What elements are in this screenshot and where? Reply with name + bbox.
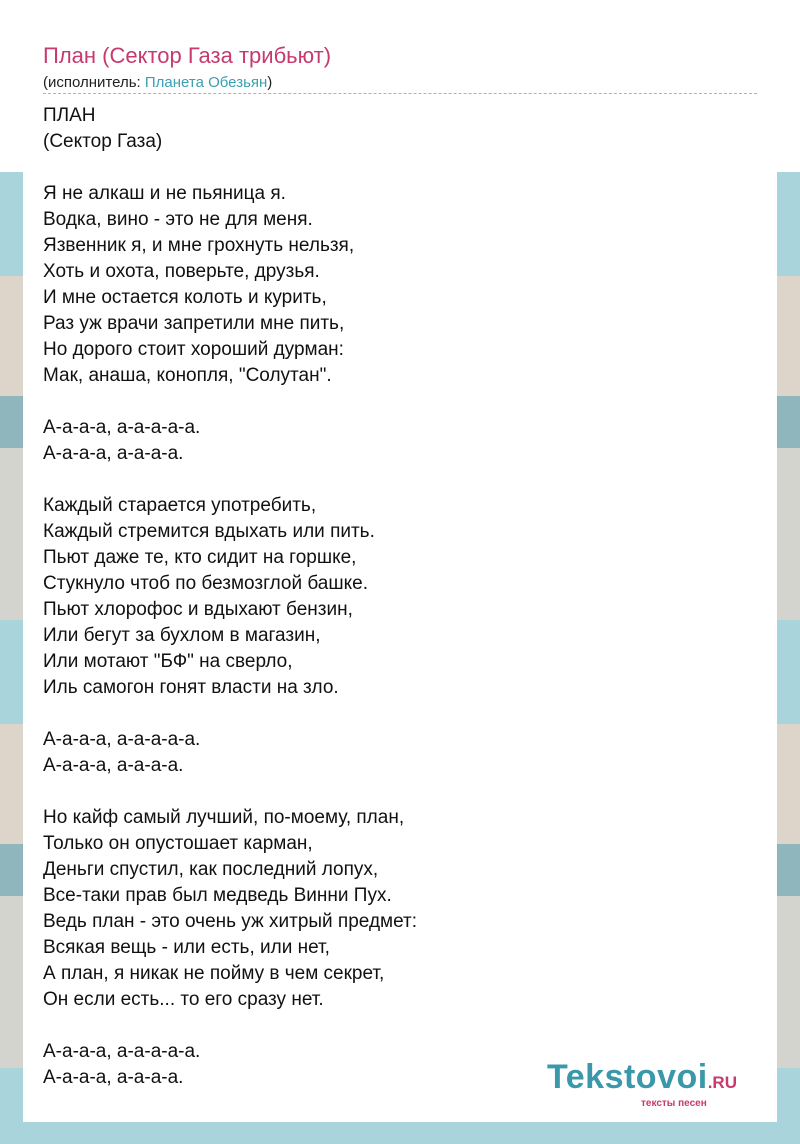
lyric-line: А-а-а-а, а-а-а-а. [43,443,184,464]
lyric-line: А-а-а-а, а-а-а-а. [43,1067,184,1088]
lyric-line: Или мотают "БФ" на сверло, [43,651,293,672]
artist-suffix: ) [267,74,273,91]
lyrics-sheet [23,22,777,1122]
song-title: План (Сектор Газа трибьют) [43,43,332,68]
lyrics-text [43,103,743,1091]
logo-tagline: тексты песен [641,1098,707,1109]
lyric-line: А-а-а-а, а-а-а-а. [43,755,184,776]
lyric-line: Иль самогон гонят власти на зло. [43,677,339,698]
stanza-gap [43,389,743,415]
lyric-line: Каждый старается употребить, [43,495,317,516]
lyric-line: Пьют даже те, кто сидит на горшке, [43,547,357,568]
lyric-line: Хоть и охота, поверьте, друзья. [43,261,320,282]
lyric-line: (Сектор Газа) [43,131,163,152]
lyric-line: Только он опустошает карман, [43,833,313,854]
lyric-line: Мак, анаша, конопля, "Солутан". [43,365,332,386]
lyric-line: Пьют хлорофос и вдыхают бензин, [43,599,353,620]
title-divider [43,93,757,94]
artist-line [43,74,272,91]
lyric-line: Он если есть... то его сразу нет. [43,989,324,1010]
artist-prefix: (исполнитель: [43,74,145,91]
lyric-line: Или бегут за бухлом в магазин, [43,625,321,646]
logo-domain-suffix: .RU [707,1073,737,1092]
lyric-line: А план, я никак не пойму в чем секрет, [43,963,385,984]
site-logo[interactable] [547,1058,737,1109]
lyric-line: Но кайф самый лучший, по-моему, план, [43,807,405,828]
lyric-line: Всякая вещь - или есть, или нет, [43,937,330,958]
stanza-gap [43,701,743,727]
stanza-gap [43,779,743,805]
lyric-line: Деньги спустил, как последний лопух, [43,859,379,880]
lyric-line: ПЛАН [43,105,96,126]
lyric-line: И мне остается колоть и курить, [43,287,327,308]
lyric-line: Стукнуло чтоб по безмозглой башке. [43,573,368,594]
lyric-line: А-а-а-а, а-а-а-а-а. [43,1041,201,1062]
lyric-line: Все-таки прав был медведь Винни Пух. [43,885,392,906]
lyric-line: Раз уж врачи запретили мне пить, [43,313,345,334]
lyric-line: Я не алкаш и не пьяница я. [43,183,286,204]
lyric-line: Водка, вино - это не для меня. [43,209,313,230]
artist-link[interactable]: Планета Обезьян [144,74,268,91]
lyric-line: Язвенник я, и мне грохнуть нельзя, [43,235,355,256]
lyric-line: А-а-а-а, а-а-а-а-а. [43,417,201,438]
stanza-gap [43,467,743,493]
lyric-line: Но дорого стоит хороший дурман: [43,339,344,360]
lyric-line: А-а-а-а, а-а-а-а-а. [43,729,201,750]
lyric-line: Ведь план - это очень уж хитрый предмет: [43,911,418,932]
stanza-gap [43,155,743,181]
logo-wordmark: Tekstovoi [547,1058,708,1096]
stanza-gap [43,1013,743,1039]
lyric-line: Каждый стремится вдыхать или пить. [43,521,375,542]
